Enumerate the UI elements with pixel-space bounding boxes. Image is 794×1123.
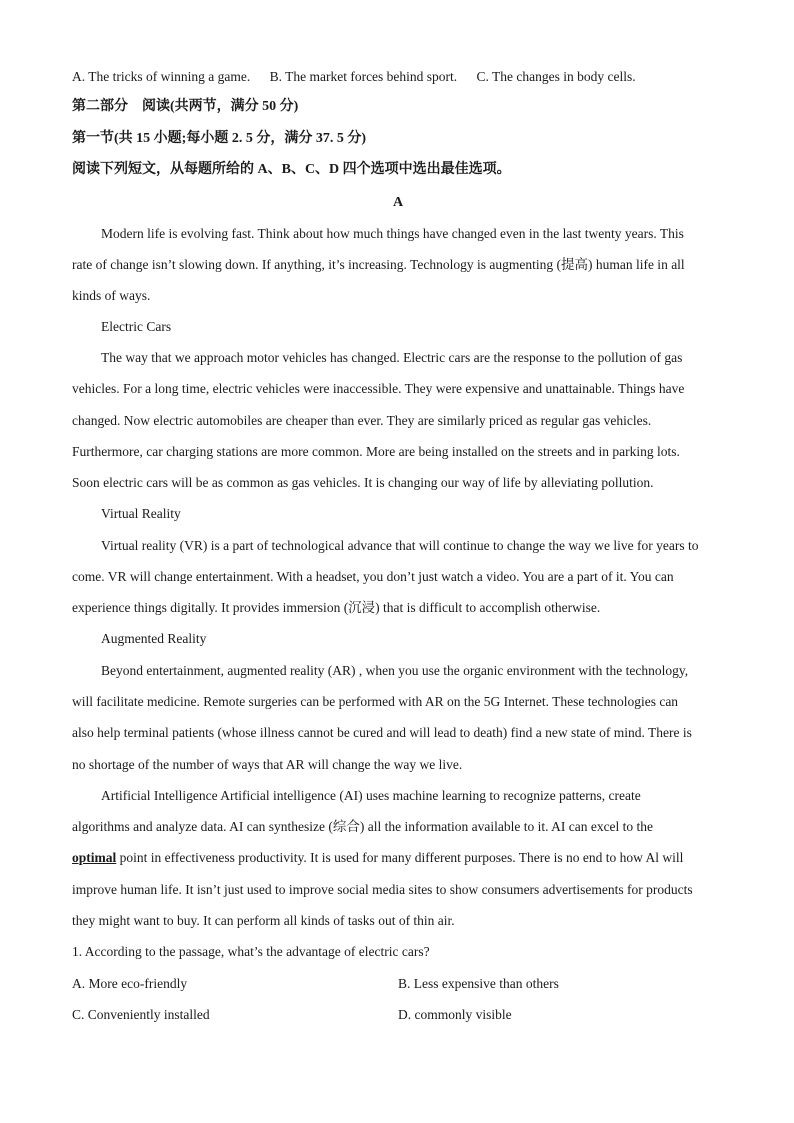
paragraph-line: algorithms and analyze data. AI can synthesize (综合) all the information available to it. AI can excel to the bbox=[72, 819, 654, 834]
choice-d: D. commonly visible bbox=[398, 1007, 512, 1022]
question-stem: 1. According to the passage, what’s the advantage of electric cars? bbox=[72, 944, 430, 959]
passage-label: A bbox=[392, 195, 404, 210]
paragraph-line bbox=[72, 849, 683, 867]
paragraph-line: Modern life is evolving fast. Think about how much things have changed even in the last twenty years. This bbox=[101, 226, 684, 241]
paragraph-line: vehicles. For a long time, electric vehicles were inaccessible. They were expensive and unattainable. Things have bbox=[72, 381, 685, 396]
instruction: 阅读下列短文，从每题所给的 A、B、C、D 四个选项中选出最佳选项。 bbox=[72, 162, 511, 177]
paragraph-line: rate of change isn’t slowing down. If anything, it’s increasing. Technology is augmenting (提高) human life in all bbox=[72, 257, 685, 272]
paragraph-text: point in effectiveness productivity. It is used for many different purposes. There is no end to how Al will bbox=[116, 850, 684, 865]
choice-b: B. Less expensive than others bbox=[398, 976, 559, 991]
subheading-electric-cars: Electric Cars bbox=[101, 319, 172, 334]
paragraph-line: they might want to buy. It can perform all kinds of tasks out of thin air. bbox=[72, 913, 455, 928]
paragraph-line: Furthermore, car charging stations are more common. More are being installed on the streets and in parking lots. bbox=[72, 444, 680, 459]
paragraph-line: come. VR will change entertainment. With a headset, you don’t just watch a video. You are a part of it. You can bbox=[72, 569, 674, 584]
previous-question-options bbox=[72, 68, 652, 86]
paragraph-line: experience things digitally. It provides immersion (沉浸) that is difficult to accomplish otherwise. bbox=[72, 600, 601, 615]
part-heading: 第二部分 阅读(共两节，满分 50 分) bbox=[72, 99, 299, 114]
paragraph-line: also help terminal patients (whose illness cannot be cured and will lead to death) find a new state of mind. There is bbox=[72, 725, 692, 740]
subheading-virtual-reality: Virtual Reality bbox=[101, 506, 181, 521]
choice-c: C. Conveniently installed bbox=[72, 1007, 210, 1022]
paragraph-line: improve human life. It isn’t just used to improve social media sites to show consumers advertisements for products bbox=[72, 882, 693, 897]
paragraph-line: no shortage of the number of ways that AR will change the way we live. bbox=[72, 757, 463, 772]
paragraph-line: Virtual reality (VR) is a part of technological advance that will continue to change the way we live for years to bbox=[101, 538, 699, 553]
option-a: A. The tricks of winning a game. bbox=[72, 69, 251, 84]
paragraph-line: Artificial Intelligence Artificial intelligence (AI) uses machine learning to recognize patterns, create bbox=[101, 788, 641, 803]
paragraph-line: kinds of ways. bbox=[72, 288, 151, 303]
underlined-word: optimal bbox=[72, 850, 117, 865]
subsection-heading: 第一节(共 15 小题;每小题 2. 5 分，满分 37. 5 分) bbox=[72, 131, 366, 146]
paragraph-line: Beyond entertainment, augmented reality (AR) , when you use the organic environment with the technology, bbox=[101, 663, 689, 678]
subheading-augmented-reality: Augmented Reality bbox=[101, 631, 207, 646]
option-c: C. The changes in body cells. bbox=[476, 69, 636, 84]
paragraph-line: changed. Now electric automobiles are cheaper than ever. They are similarly priced as regular gas vehicles. bbox=[72, 413, 652, 428]
paragraph-line: will facilitate medicine. Remote surgeries can be performed with AR on the 5G Internet. These technologies can bbox=[72, 694, 679, 709]
paragraph-line: Soon electric cars will be as common as gas vehicles. It is changing our way of life by alleviating pollution. bbox=[72, 475, 654, 490]
paragraph-line: The way that we approach motor vehicles has changed. Electric cars are the response to the pollution of gas bbox=[101, 350, 683, 365]
choice-a: A. More eco-friendly bbox=[72, 976, 188, 991]
option-b: B. The market forces behind sport. bbox=[269, 69, 458, 84]
